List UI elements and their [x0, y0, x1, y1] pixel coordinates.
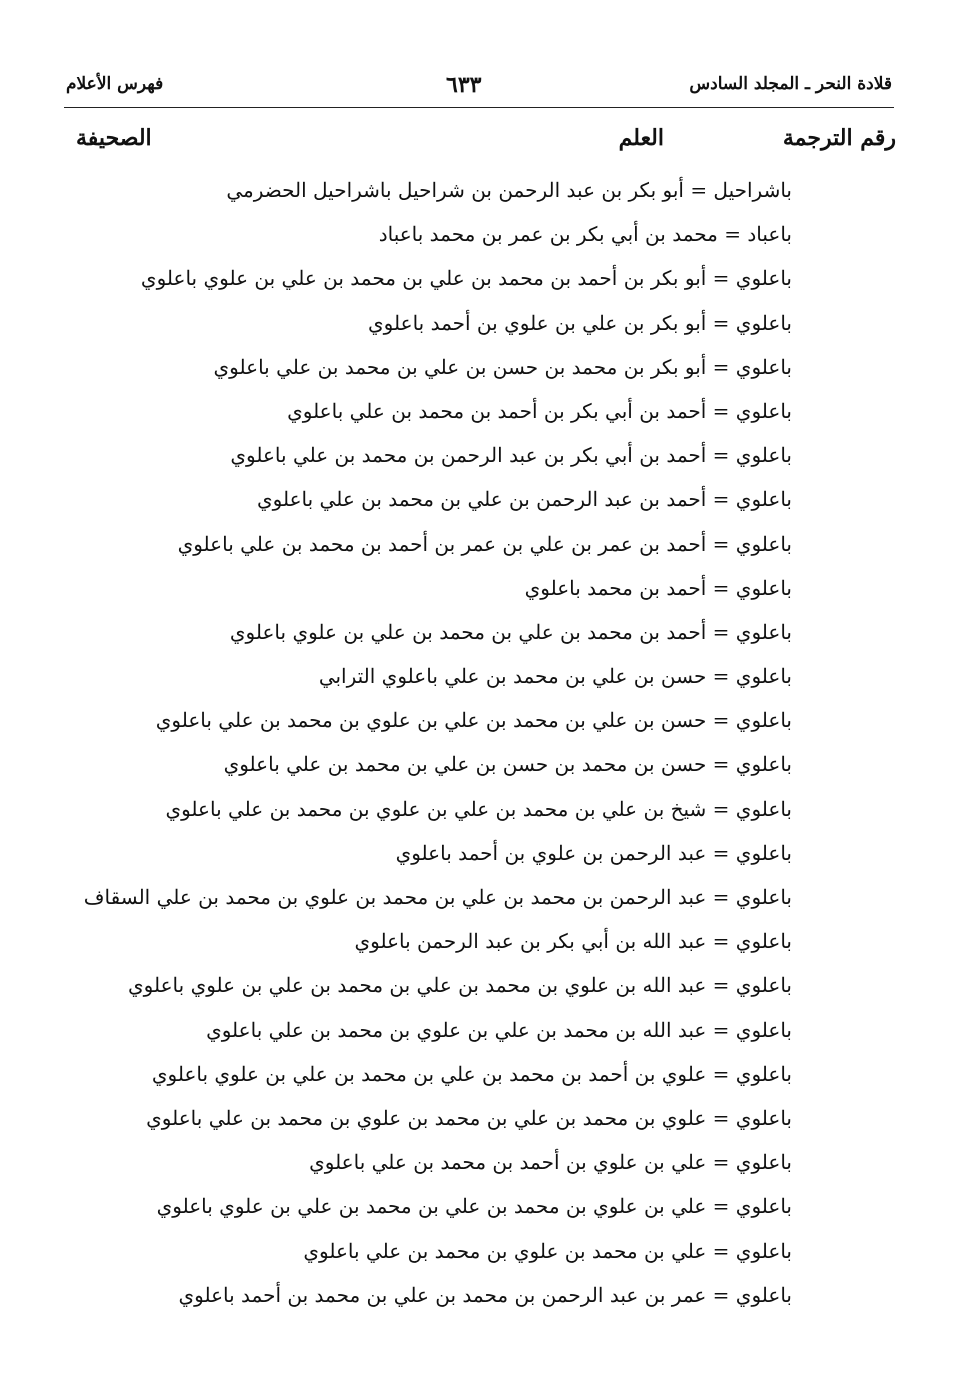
index-entry: باعلوي = أحمد بن عبد الرحمن بن علي بن محمد بن علي باعلوي: [256, 487, 792, 512]
index-entry: باعلوي = علوي بن محمد بن علي بن محمد بن علوي بن محمد بن علي باعلوي: [146, 1105, 792, 1130]
index-entry: باعلوي = أحمد بن أبي بكر بن أحمد بن محمد بن علي باعلوي: [287, 398, 792, 423]
index-entry: باعباد = محمد بن أبي بكر بن عمر بن محمد باعباد: [378, 222, 792, 247]
index-entry: باشراحيل = أبو بكر بن عبد الرحمن بن شراحيل باشراحيل الحضرمي: [226, 178, 792, 202]
index-entry: باعلوي = أحمد بن أبي بكر بن عبد الرحمن بن محمد بن علي باعلوي: [230, 443, 792, 468]
index-entry: باعلوي = أحمد بن محمد باعلوي: [524, 575, 792, 600]
index-entry: باعلوي = حسن بن علي بن محمد بن علي باعلوي الترابي: [318, 664, 792, 689]
header-divider: [64, 107, 894, 108]
index-entry: باعلوي = عبد الرحمن بن محمد بن علي بن محمد بن علوي بن محمد بن علي السقاف: [83, 885, 792, 909]
index-entry: باعلوي = علي بن علوي بن محمد بن علي بن محمد بن علي بن علوي باعلوي: [156, 1194, 792, 1219]
index-entry: باعلوي = أحمد بن عمر بن علي بن عمر بن أحمد بن محمد بن علي باعلوي: [177, 531, 792, 556]
index-entry: باعلوي = عبد الرحمن بن علوي بن أحمد باعلوي: [395, 840, 792, 865]
index-entry: باعلوي = علوي بن أحمد بن محمد بن علي بن محمد بن علي بن علوي باعلوي: [151, 1061, 792, 1086]
index-entry: باعلوي = أبو بكر بن علي بن علوي بن أحمد باعلوي: [368, 310, 792, 335]
column-heading-page: الصحيفة: [76, 125, 152, 151]
index-entry: باعلوي = عبد الله بن محمد بن علي بن علوي بن محمد بن علي باعلوي: [206, 1017, 792, 1042]
column-heading-number: رقم الترجمة: [782, 125, 896, 151]
page-number: ٦٣٣: [446, 72, 482, 98]
index-entry: باعلوي = حسن بن محمد بن حسن بن علي بن محمد بن علي باعلوي: [223, 752, 792, 777]
index-entry: باعلوي = أحمد بن محمد بن علي بن محمد بن علي بن علوي باعلوي: [229, 619, 792, 644]
running-header: [66, 72, 892, 106]
index-entry: باعلوي = عبد الله بن أبي بكر بن عبد الرحمن باعلوي: [354, 929, 792, 954]
index-title: فهرس الأعلام: [66, 74, 164, 94]
index-entry: باعلوي = حسن بن علي بن محمد بن علي بن علوي بن محمد بن علي باعلوي: [155, 708, 792, 733]
column-headings: [66, 125, 896, 165]
column-heading-name: العلم: [618, 125, 664, 151]
index-entry: باعلوي = عمر بن عبد الرحمن بن محمد بن علي بن محمد بن أحمد باعلوي: [178, 1282, 792, 1307]
index-entry: باعلوي = علي بن علوي بن أحمد بن محمد بن علي باعلوي: [309, 1150, 792, 1175]
index-entry: باعلوي = أبو بكر بن محمد بن حسن بن علي بن محمد بن علي باعلوي: [213, 354, 792, 379]
index-entry: باعلوي = شيخ بن علي بن محمد بن علي بن علوي بن محمد بن علي باعلوي: [165, 796, 792, 821]
index-entries: [60, 168, 792, 1317]
book-title: قلادة النحر ـ المجلد السادس: [689, 74, 892, 94]
index-entry: باعلوي = أبو بكر بن أحمد بن محمد بن علي بن محمد بن علي بن علوي باعلوي: [140, 266, 792, 291]
index-entry: باعلوي = عبد الله بن علوي بن محمد بن علي بن محمد بن علي بن علوي باعلوي: [128, 973, 792, 998]
index-entry: باعلوي = علي بن محمد بن علوي بن محمد بن علي باعلوي: [303, 1238, 792, 1263]
